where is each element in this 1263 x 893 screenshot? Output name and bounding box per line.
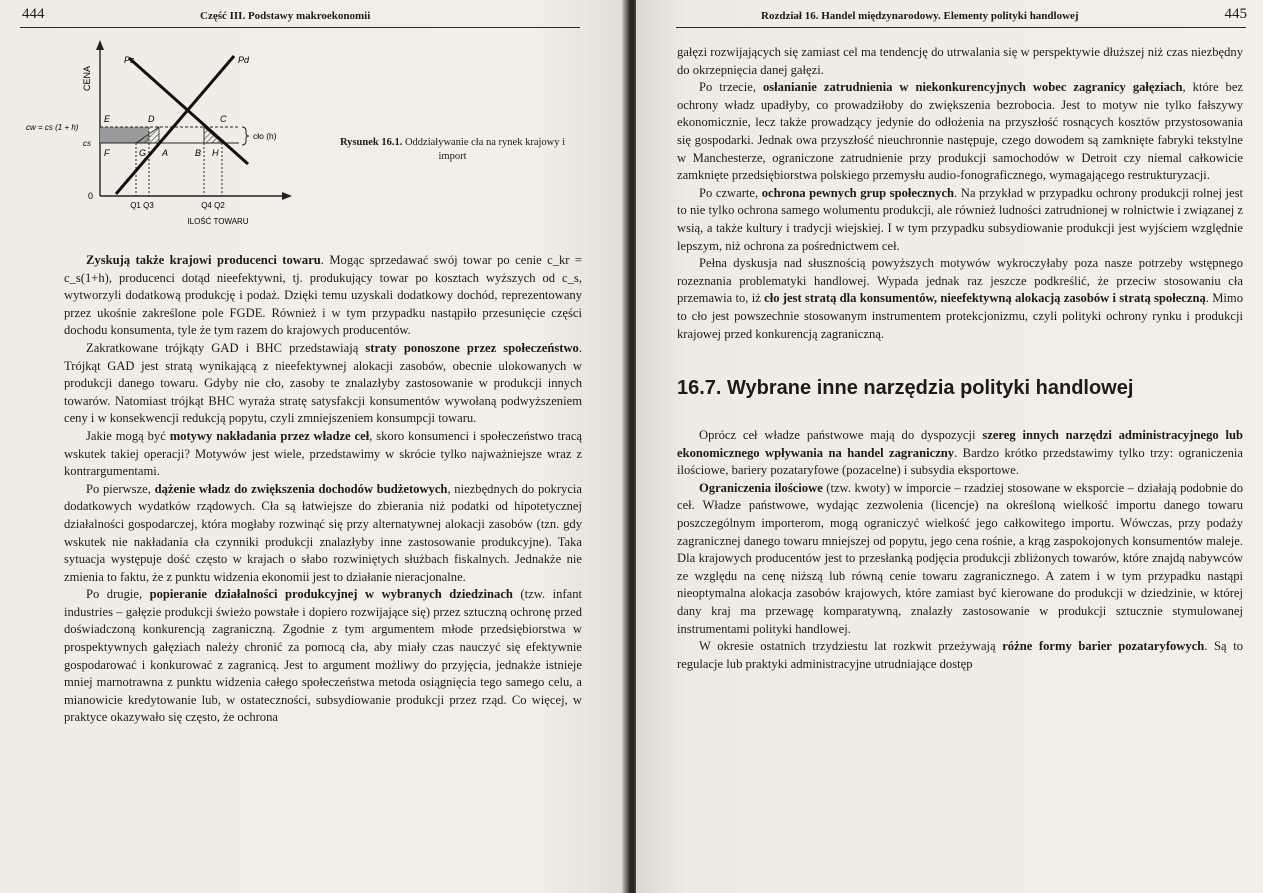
y-axis-arrow [96, 40, 104, 50]
paragraph [677, 480, 1243, 638]
y-axis-label: CENA [82, 65, 92, 91]
paragraph [677, 638, 1243, 673]
paragraph-pre: Po pierwsze, [86, 481, 155, 496]
paragraph-text: , które bez ochrony władz upadłyby, co prowadziłoby do zwiększenia bezrobocia. Jest to motyw nie tylko fałszywy ekonomicznie, lecz także prowadzący jedynie do odłożenia na przyszłość rosnących kosztów przystosowania się gospodarki. Jednak owa przyszłość nieuchronnie następuje, czego dowodem są zamknięte fabryki tekstylne w Manchesterze, ograniczone zatrudnienie przy produkcji samochodów w Detroit czy niemal całkowicie zamknięte przedsiębiorstwa polskiego przemysłu audio-fonograficznego, wymagającego restrukturyzacji. [677, 80, 1243, 183]
right-body-text [677, 44, 1243, 673]
paragraph [677, 79, 1243, 185]
triangle-bhc [204, 127, 222, 143]
label-ps: Ps [124, 55, 135, 65]
label-q1-q3: Q1 Q3 [130, 201, 154, 210]
paragraph-pre: Pełna dyskusja nad słusznością powyższych motywów wykroczyłaby poza nasze potrzeby wstępnego rozeznania problematyki handlowej. Wypada jednak raz jeszcze podkreślić, że przeciw stosowaniu cła przemawia to, iż [677, 256, 1243, 306]
paragraph [64, 481, 582, 587]
point-e: E [104, 114, 111, 124]
tariff-label: cło (h) [253, 131, 277, 141]
paragraph-bold: różne formy barier pozataryfowych [1002, 639, 1205, 654]
paragraph-bold: straty ponoszone przez społeczeństwo [365, 340, 579, 355]
paragraph [64, 252, 582, 340]
paragraph-pre: Po drugie, [86, 587, 150, 602]
paragraph [64, 428, 582, 481]
x-axis-label: ILOŚĆ TOWARU [187, 217, 249, 226]
paragraph-bold: motywy nakładania przez władze ceł [169, 428, 370, 443]
origin-label: 0 [88, 191, 94, 201]
paragraph-pre: Oprócz ceł władze państwowe mają do dyspozycji [699, 428, 983, 443]
left-body-text [64, 252, 582, 727]
paragraph-bold: popieranie działalności produkcyjnej w wybranych dziedzinach [149, 587, 513, 602]
point-g: G [139, 148, 147, 158]
tariff-brace [242, 127, 249, 145]
paragraph-text: gałęzi rozwijających się zamiast cel ma tendencję do utrwalania się w perspektywie dłuższej niż czas niezbędny do okrzepnięcia danej gałęzi. [677, 45, 1243, 77]
paragraph-text: . Są to regulacje lub praktyki administracyjne utrudniające dostęp [677, 639, 1244, 671]
point-b: B [195, 148, 202, 158]
figure-tariff-diagram [24, 36, 314, 236]
point-c: C [220, 114, 227, 124]
section-heading: 16.7. Wybrane inne narzędzia polityki handlowej [677, 377, 1134, 400]
paragraph-bold: szereg innych narzędzi administracyjnego lub ekonomicznego wpływania na handel zagraniczny [677, 428, 1243, 460]
paragraph [677, 427, 1243, 480]
paragraph-pre: Po trzecie, [699, 80, 763, 95]
label-q4-q2: Q4 Q2 [201, 201, 225, 210]
header-rule [20, 27, 580, 28]
paragraph-text: . Trójkąt GAD jest stratą wynikającą z nieefektywnej alokacji zasobów, obecnie ulokowanych w produkcji danego towaru. Gdyby nie cło, zasoby te znalazłyby zastosowanie w produkcji innych towarów. Natomiast trójkąt BHC wyraża stratę satysfakcji konsumentów wywołaną podwyższeniem ceny i w konsekwencji redukcją popytu, czyli zmniejszeniem konsumpcji towaru. [64, 340, 582, 426]
x-axis-arrow [282, 192, 292, 200]
point-d: D [148, 114, 155, 124]
paragraph-pre: Jakie mogą być [86, 428, 170, 443]
caption-number: Rysunek 16.1. [339, 137, 403, 148]
tariff-diagram-svg [24, 36, 314, 236]
label-price-world: cs [83, 139, 91, 148]
paragraph-text: , niezbędnych do pokrycia dodatkowych wydatków rządowych. Cła są łatwiejsze do zbierania niż podatki od hipotetycznej działalności gospodarczej, która mogłaby rozwinąć się przy alternatywnej alokacji zasobów (tzn. gdy wskutek nie nakładania cła czynniki produkcji znalazłyby inne zastosowanie produkcyjne). Taka sytuacja występuje dość często w krajach o słabo rozwiniętych służbach fiskalnych. Jednakże nie zmienia to faktu, że z punktu widzenia ekonomii jest to działanie nieracjonalne. [64, 481, 582, 584]
paragraph-pre: Zakratkowane trójkąty GAD i BHC przedstawiają [86, 340, 366, 355]
paragraph [677, 44, 1243, 79]
paragraph-text: , skoro konsumenci i społeczeństwo tracą wskutek takiej operacji? Motywów jest wiele, przedstawimy w skrócie tylko najważniejsze wraz z kontrargumentami. [64, 428, 582, 479]
paragraph-text: (tzw. kwoty) w imporcie – rzadziej stosowane w eksporcie – działają podobnie do ceł. Władze państwowe, wydając zezwolenia (licencje) na określoną wielkość importu danego towaru poszczególnym importerom, mogą ograniczyć wielkość jego całkowitego importu. Wówczas, przy podaży zagranicznej danego towaru mniejszej od popytu, jego cena rośnie, a krąg zaspokojonych konsumentów maleje. Dla krajowych producentów jest to przesłanką podjęcia produkcji zbliżonych towarów, które znajdą nabywców ze względu na cenę niższą lub równą cenie towaru zagranicznego. A zatem i w tym przypadku nastąpi nieoptymalna alokacja zasobów krajowych, które zamiast być kierowane do produkcji w dziedzinie, w której dany kraj ma przewagę komparatywną, znalazły zastosowanie w produkcji sztucznie stymulowanej instrumentami polityki handlowej. [677, 480, 1244, 636]
caption-text: Oddziaływanie cła na rynek krajowy i import [404, 137, 566, 162]
paragraph-bold: cło jest stratą dla konsumentów, nieefektywną alokacją zasobów i stratą społeczną [764, 291, 1206, 306]
paragraph-bold: ochrona pewnych grup społecznych [761, 185, 955, 200]
point-f: F [104, 148, 110, 158]
page-number: 445 [1224, 6, 1247, 22]
point-a: A [162, 148, 169, 158]
paragraph [64, 586, 582, 727]
paragraph-text: . Mogąc sprzedawać swój towar po cenie c_kr = c_s(1+h), producenci dotąd nieefektywni, tj. produkujący towar po kosztach wyższych od c_s, wytworzyli dodatkową produkcję i podaż. Dzięki temu uzyskali dodatkowy dochód, reprezentowany przez ukośnie zakreślone pole FGDE. Również i w tym przypadku nastąpiło przesunięcie części dochodu konsumenta, tyle że tym razem do krajowych producentów. [64, 253, 582, 338]
left-page [0, 0, 627, 893]
supply-curve [116, 56, 234, 194]
paragraph [677, 255, 1243, 343]
paragraph-text: . Bardzo krótko przedstawimy tylko trzy: ograniczenia ilościowe, bariery pozataryfowe (pozacelne) i subsydia eksportowe. [677, 445, 1243, 478]
paragraph-bold: Ograniczenia ilościowe [699, 480, 823, 495]
demand-curve [129, 58, 248, 164]
label-pd: Pd [238, 55, 250, 65]
paragraph-bold: dążenie władz do zwiększenia dochodów budżetowych [154, 481, 448, 496]
label-price-tariff: cw = cs (1 + h) [26, 123, 79, 132]
paragraph-pre: W okresie ostatnich trzydziestu lat rozkwit przeżywają [699, 639, 1003, 654]
paragraph [64, 340, 582, 428]
paragraph-bold: osłanianie zatrudnienia w niekonkurencyjnych wobec zagranicy gałęziach [762, 80, 1183, 95]
header-rule [676, 27, 1246, 28]
page-number: 444 [22, 6, 45, 22]
running-head: Rozdział 16. Handel międzynarodowy. Elementy polityki handlowej [761, 10, 1079, 22]
paragraph-pre: Po czwarte, [699, 185, 762, 200]
running-head: Część III. Podstawy makroekonomii [200, 10, 371, 22]
paragraph-text: . Mimo to cło jest powszechnie stosowanym instrumentem protekcjonizmu, czyli polityki ochrony rynku i produkcji krajowej przed konkurencją zagraniczną. [677, 291, 1244, 341]
paragraph-text: (tzw. infant industries – gałęzie produkcji świeżo powstałe i dopiero rozwijające się) przez sztuczną ochronę przed doświadczoną konkurencją zagraniczną. Zgodnie z tym argumentem młode przedsiębiorstwa w prospektywnych gałęziach należy chronić za pomocą cła, aby miały czas nauczyć się efektywnie gospodarować i konkurować z zagranicą. Jest to argument możliwy do przyjęcia, jednakże istnieje mniej marnotrawna z punktu widzenia całego społeczeństwa metoda osiągnięcia tego samego celu, a mianowicie kredytowanie lub, w ostateczności, subsydiowanie produkcji przez rząd. Co więcej, w praktyce okazywało się często, że ochrona [64, 587, 583, 725]
paragraph-bold: Zyskują także krajowi producenci towaru [86, 253, 321, 267]
paragraph-text: . Na przykład w przypadku ochrony produkcji rolnej jest to nie tylko ochrona samego wolumentu produkcji, ale również ludności zatrudnionej w rolnictwie i związanej z wsią, a także kultury i tradycji wiejskiej. I w tym przypadku subsydiowanie produkcji jest wyjściem względnie lepszym, niż ochrona za pośrednictwem ceł. [677, 185, 1243, 253]
paragraph [677, 185, 1243, 255]
point-h: H [212, 148, 219, 158]
figure-caption [325, 136, 580, 164]
right-page [636, 0, 1263, 893]
